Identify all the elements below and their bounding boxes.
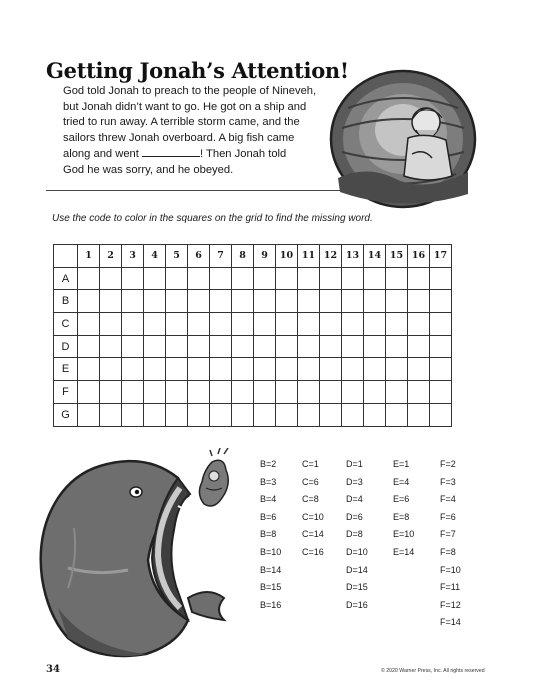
- grid-cell[interactable]: [408, 403, 430, 426]
- color-grid: [53, 244, 452, 427]
- grid-cell[interactable]: [254, 358, 276, 381]
- code-entry: C=1: [302, 459, 319, 469]
- story-text: [63, 84, 333, 179]
- grid-cell[interactable]: [78, 313, 100, 336]
- grid-cell[interactable]: [254, 267, 276, 290]
- column-header: 10: [276, 245, 298, 268]
- grid-cell[interactable]: [254, 381, 276, 404]
- grid-cell[interactable]: [430, 335, 452, 358]
- grid-cell[interactable]: [232, 358, 254, 381]
- grid-cell[interactable]: [298, 313, 320, 336]
- grid-cell[interactable]: [232, 267, 254, 290]
- grid-cell[interactable]: [342, 335, 364, 358]
- page-number: 34: [46, 664, 60, 675]
- column-header: 16: [408, 245, 430, 268]
- grid-cell[interactable]: [122, 358, 144, 381]
- grid-cell[interactable]: [320, 313, 342, 336]
- grid-cell[interactable]: [100, 358, 122, 381]
- story-line-start: along and went: [63, 148, 142, 161]
- code-entry: B=4: [260, 494, 277, 505]
- code-entry: E=6: [393, 494, 410, 505]
- code-entry: C=16: [302, 546, 324, 557]
- row-label: A: [54, 267, 78, 290]
- grid-cell[interactable]: [386, 267, 408, 290]
- grid-cell[interactable]: [78, 267, 100, 290]
- code-entry: B=8: [260, 529, 277, 540]
- grid-cell[interactable]: [408, 381, 430, 404]
- row-label: C: [54, 313, 78, 336]
- grid-row: [54, 358, 452, 381]
- story-line: but Jonah didn’t want to go. He got on a ship and: [63, 100, 307, 113]
- grid-cell[interactable]: [100, 335, 122, 358]
- grid-cell[interactable]: [78, 403, 100, 426]
- column-header: 17: [430, 245, 452, 268]
- grid-cell[interactable]: [78, 358, 100, 381]
- grid-cell[interactable]: [232, 403, 254, 426]
- grid-cell[interactable]: [430, 381, 452, 404]
- grid-cell[interactable]: [166, 267, 188, 290]
- grid-cell[interactable]: [210, 381, 232, 404]
- code-entry: D=14: [346, 564, 368, 575]
- grid-cell[interactable]: [188, 335, 210, 358]
- grid-cell[interactable]: [320, 381, 342, 404]
- row-label: G: [54, 403, 78, 426]
- code-entry: C=10: [302, 511, 324, 522]
- story-line: tried to run away. A terrible storm came, and the: [63, 116, 300, 129]
- grid-cell[interactable]: [78, 290, 100, 313]
- code-entry: E=8: [393, 511, 410, 522]
- column-header: 9: [254, 245, 276, 268]
- grid-cell[interactable]: [210, 290, 232, 313]
- grid-cell[interactable]: [408, 267, 430, 290]
- grid-cell[interactable]: [298, 290, 320, 313]
- grid-cell[interactable]: [144, 267, 166, 290]
- grid-cell[interactable]: [188, 403, 210, 426]
- grid-row: [54, 335, 452, 358]
- code-entry: C=14: [302, 529, 324, 540]
- row-label: B: [54, 290, 78, 313]
- grid-cell[interactable]: [298, 403, 320, 426]
- column-header: 8: [232, 245, 254, 268]
- grid-cell[interactable]: [100, 403, 122, 426]
- grid-cell[interactable]: [122, 381, 144, 404]
- grid-cell[interactable]: [166, 335, 188, 358]
- story-line-end: ! Then Jonah told: [200, 148, 287, 161]
- grid-cell[interactable]: [364, 313, 386, 336]
- grid-cell[interactable]: [166, 313, 188, 336]
- column-header: 14: [364, 245, 386, 268]
- grid-row: [54, 313, 452, 336]
- grid-cell[interactable]: [386, 335, 408, 358]
- grid-cell[interactable]: [430, 290, 452, 313]
- code-entry: E=4: [393, 476, 410, 487]
- code-entry: E=10: [393, 529, 415, 540]
- jonah-in-fish-icon: [328, 68, 478, 210]
- grid-cell[interactable]: [144, 403, 166, 426]
- column-header: 2: [100, 245, 122, 268]
- grid-cell[interactable]: [342, 267, 364, 290]
- grid-cell[interactable]: [188, 290, 210, 313]
- code-entry: F=2: [440, 459, 456, 469]
- whale-icon: [28, 448, 250, 668]
- code-entry: C=8: [302, 494, 319, 505]
- grid-cell[interactable]: [254, 290, 276, 313]
- code-entry: B=3: [260, 476, 277, 487]
- code-column-c: [302, 459, 324, 565]
- grid-cell[interactable]: [166, 403, 188, 426]
- grid-cell[interactable]: [342, 358, 364, 381]
- grid-cell[interactable]: [276, 358, 298, 381]
- row-label: D: [54, 335, 78, 358]
- row-label: E: [54, 358, 78, 381]
- grid-cell[interactable]: [408, 313, 430, 336]
- grid-cell[interactable]: [320, 267, 342, 290]
- grid-cell[interactable]: [320, 290, 342, 313]
- grid-cell[interactable]: [188, 381, 210, 404]
- grid-cell[interactable]: [144, 335, 166, 358]
- grid-cell[interactable]: [100, 267, 122, 290]
- code-entry: D=16: [346, 599, 368, 610]
- code-entry: D=1: [346, 459, 363, 469]
- code-entry: C=6: [302, 476, 319, 487]
- code-entry: F=6: [440, 511, 456, 522]
- grid-cell[interactable]: [364, 267, 386, 290]
- column-header: 11: [298, 245, 320, 268]
- grid-cell[interactable]: [100, 381, 122, 404]
- code-entry: E=14: [393, 546, 415, 557]
- code-entry: B=10: [260, 546, 282, 557]
- code-entry: D=6: [346, 511, 363, 522]
- grid-cell[interactable]: [276, 267, 298, 290]
- grid-cell[interactable]: [430, 313, 452, 336]
- grid-cell[interactable]: [254, 403, 276, 426]
- code-entry: F=3: [440, 476, 456, 487]
- story-line: God he was sorry, and he obeyed.: [63, 163, 234, 176]
- story-line: sailors threw Jonah overboard. A big fish came: [63, 131, 295, 144]
- copyright-notice: © 2020 Warner Press, Inc. All rights reserved: [381, 668, 485, 674]
- page-title: Getting Jonah’s Attention!: [46, 58, 349, 83]
- code-entry: F=7: [440, 529, 456, 540]
- grid-cell[interactable]: [232, 313, 254, 336]
- instructions: Use the code to color in the squares on the grid to find the missing word.: [52, 213, 373, 224]
- grid-header-row: [54, 245, 452, 268]
- grid-cell[interactable]: [144, 381, 166, 404]
- grid-cell[interactable]: [320, 335, 342, 358]
- story-line: [63, 146, 333, 163]
- grid-cell[interactable]: [166, 381, 188, 404]
- code-entry: E=1: [393, 459, 410, 469]
- grid-cell[interactable]: [122, 313, 144, 336]
- grid-cell[interactable]: [210, 335, 232, 358]
- grid-cell[interactable]: [144, 290, 166, 313]
- grid-row: [54, 381, 452, 404]
- grid-cell[interactable]: [408, 335, 430, 358]
- grid-cell[interactable]: [298, 381, 320, 404]
- grid-cell[interactable]: [122, 290, 144, 313]
- code-entry: F=4: [440, 494, 456, 505]
- code-entry: F=10: [440, 564, 461, 575]
- grid-cell[interactable]: [320, 358, 342, 381]
- grid-cell[interactable]: [78, 381, 100, 404]
- code-entry: B=14: [260, 564, 282, 575]
- grid-cell[interactable]: [210, 267, 232, 290]
- row-label: F: [54, 381, 78, 404]
- grid-cell[interactable]: [254, 335, 276, 358]
- grid-cell[interactable]: [232, 381, 254, 404]
- grid-cell[interactable]: [298, 358, 320, 381]
- jonah-figure-icon: [199, 448, 228, 506]
- column-header: 7: [210, 245, 232, 268]
- code-entry: D=3: [346, 476, 363, 487]
- code-entry: D=8: [346, 529, 363, 540]
- divider: [46, 190, 346, 191]
- grid-cell[interactable]: [122, 335, 144, 358]
- code-column-f: [440, 459, 461, 635]
- grid-cell[interactable]: [430, 403, 452, 426]
- grid-cell[interactable]: [210, 403, 232, 426]
- code-column-d: [346, 459, 368, 617]
- grid-cell[interactable]: [342, 403, 364, 426]
- grid-cell[interactable]: [342, 313, 364, 336]
- code-entry: B=16: [260, 599, 282, 610]
- grid-cell[interactable]: [210, 358, 232, 381]
- grid-cell[interactable]: [364, 358, 386, 381]
- code-entry: D=4: [346, 494, 363, 505]
- grid-cell[interactable]: [364, 381, 386, 404]
- grid-cell[interactable]: [210, 313, 232, 336]
- grid-cell[interactable]: [342, 290, 364, 313]
- grid-cell[interactable]: [188, 358, 210, 381]
- column-header: 15: [386, 245, 408, 268]
- column-header: 12: [320, 245, 342, 268]
- grid-cell[interactable]: [408, 358, 430, 381]
- code-entry: F=12: [440, 599, 461, 610]
- code-entry: F=14: [440, 617, 461, 628]
- code-column-b: [260, 459, 281, 617]
- grid-cell[interactable]: [276, 290, 298, 313]
- column-header: 1: [78, 245, 100, 268]
- grid-cell[interactable]: [430, 358, 452, 381]
- grid-cell[interactable]: [408, 290, 430, 313]
- code-entry: F=11: [440, 582, 461, 593]
- missing-word-blank[interactable]: [142, 146, 200, 157]
- grid-cell[interactable]: [122, 403, 144, 426]
- grid-cell[interactable]: [100, 313, 122, 336]
- grid-cell[interactable]: [298, 267, 320, 290]
- story-line: God told Jonah to preach to the people of Nineveh,: [63, 85, 317, 97]
- grid-cell[interactable]: [254, 313, 276, 336]
- grid-cell[interactable]: [188, 313, 210, 336]
- grid-cell[interactable]: [342, 381, 364, 404]
- grid-cell[interactable]: [364, 335, 386, 358]
- grid-cell[interactable]: [78, 335, 100, 358]
- column-header: 13: [342, 245, 364, 268]
- code-entry: F=8: [440, 546, 456, 557]
- grid-cell[interactable]: [298, 335, 320, 358]
- grid-cell[interactable]: [364, 403, 386, 426]
- grid-cell[interactable]: [166, 358, 188, 381]
- grid-cell[interactable]: [386, 381, 408, 404]
- code-entry: B=15: [260, 582, 282, 593]
- grid-cell[interactable]: [386, 313, 408, 336]
- grid-row: [54, 290, 452, 313]
- grid-cell[interactable]: [276, 313, 298, 336]
- grid-cell[interactable]: [166, 290, 188, 313]
- grid-cell[interactable]: [386, 290, 408, 313]
- grid-cell[interactable]: [188, 267, 210, 290]
- code-entry: B=2: [260, 459, 277, 469]
- grid-cell[interactable]: [320, 403, 342, 426]
- column-header: 4: [144, 245, 166, 268]
- grid-cell[interactable]: [276, 381, 298, 404]
- grid-cell[interactable]: [276, 403, 298, 426]
- grid-cell[interactable]: [364, 290, 386, 313]
- code-column-e: [393, 459, 414, 565]
- grid-corner: [54, 245, 78, 268]
- grid-cell[interactable]: [144, 358, 166, 381]
- column-header: 5: [166, 245, 188, 268]
- grid-cell[interactable]: [100, 290, 122, 313]
- grid-row: [54, 267, 452, 290]
- code-entry: D=10: [346, 546, 368, 557]
- column-header: 3: [122, 245, 144, 268]
- grid-cell[interactable]: [276, 335, 298, 358]
- grid-cell[interactable]: [386, 358, 408, 381]
- grid-cell[interactable]: [122, 267, 144, 290]
- grid-cell[interactable]: [430, 267, 452, 290]
- column-header: 6: [188, 245, 210, 268]
- code-entry: B=6: [260, 511, 277, 522]
- grid-cell[interactable]: [232, 335, 254, 358]
- grid-row: [54, 403, 452, 426]
- grid-cell[interactable]: [386, 403, 408, 426]
- grid-cell[interactable]: [232, 290, 254, 313]
- code-entry: D=15: [346, 582, 368, 593]
- grid-cell[interactable]: [144, 313, 166, 336]
